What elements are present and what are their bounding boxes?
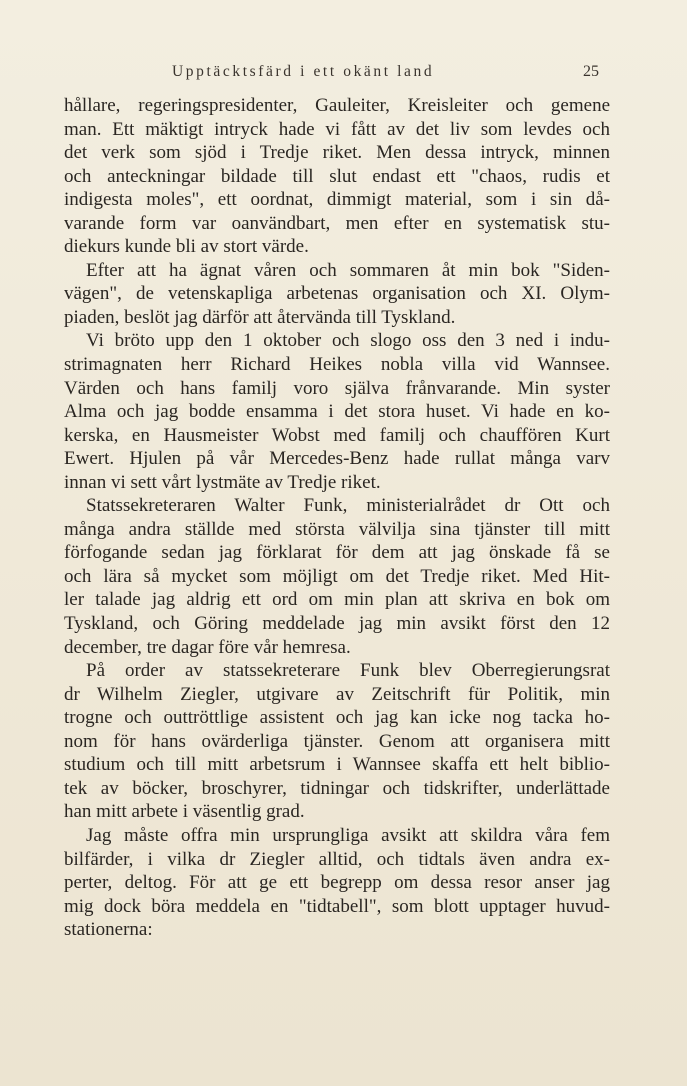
text-line: På order av statssekreterare Funk blev Oberregierungsrat	[86, 660, 610, 682]
text-line: kerska, en Hausmeister Wobst med familj och chauffören Kurt	[64, 424, 610, 446]
text-line: och anteckningar bildade till slut endast ett "chaos, rudis et	[64, 165, 610, 187]
body-text	[64, 94, 610, 942]
text-line: det verk som sjöd i Tredje riket. Men dessa intryck, minnen	[64, 142, 610, 164]
text-line: nom för hans ovärderliga tjänster. Genom att organisera mitt	[64, 730, 610, 752]
text-line: tek av böcker, broschyrer, tidningar och tidskrifter, underlättade	[64, 777, 610, 799]
text-line: mig dock böra meddela en "tidtabell", som blott upptager huvud-	[64, 895, 610, 917]
text-line: och lära så mycket som möjligt om det Tredje riket. Med Hit-	[64, 565, 610, 587]
text-line: strimagnaten herr Richard Heikes nobla villa vid Wannsee.	[64, 354, 610, 376]
text-line: Vi bröto upp den 1 oktober och slogo oss den 3 ned i indu-	[86, 330, 610, 352]
page-number: 25	[583, 63, 599, 80]
text-line: varande form var oanvändbart, men efter en systematisk stu-	[64, 212, 610, 234]
text-line: studium och till mitt arbetsrum i Wannsee skaffa ett helt biblio-	[64, 754, 610, 776]
text-line: Efter att ha ägnat våren och sommaren åt min bok "Siden-	[86, 259, 610, 281]
text-line: indigesta moles", ett oordnat, dimmigt material, som i sin då-	[64, 189, 610, 211]
text-line: innan vi sett vårt lystmäte av Tredje riket.	[64, 471, 381, 493]
text-line: stationerna:	[64, 919, 153, 941]
text-line: Tyskland, och Göring meddelade jag min avsikt först den 12	[64, 613, 610, 635]
running-title: Upptäcktsfärd i ett okänt land	[172, 63, 435, 80]
text-line: Statssekreteraren Walter Funk, ministerialrådet dr Ott och	[86, 495, 610, 517]
text-line: Jag måste offra min ursprungliga avsikt att skildra våra fem	[86, 824, 610, 846]
text-line: många andra ställde med största välvilja sina tjänster till mitt	[64, 518, 610, 540]
text-line: han mitt arbete i väsentlig grad.	[64, 801, 305, 823]
text-line: förfogande sedan jag förklarat för dem att jag önskade få se	[64, 542, 610, 564]
text-line: vägen", de vetenskapliga arbetenas organisation och XI. Olym-	[64, 283, 610, 305]
text-line: Alma och jag bodde ensamma i det stora huset. Vi hade en ko-	[64, 401, 610, 423]
text-line: dr Wilhelm Ziegler, utgivare av Zeitschrift für Politik, min	[64, 683, 610, 705]
text-line: ler talade jag aldrig ett ord om min plan att skriva en bok om	[64, 589, 610, 611]
text-line: Värden och hans familj voro själva frånvarande. Min syster	[64, 377, 610, 399]
text-line: perter, deltog. För att ge ett begrepp om dessa resor anser jag	[64, 872, 610, 894]
text-line: Ewert. Hjulen på vår Mercedes-Benz hade rullat många varv	[64, 448, 610, 470]
text-line: december, tre dagar före vår hemresa.	[64, 636, 351, 658]
text-line: trogne och outtröttlige assistent och jag kan icke nog tacka ho-	[64, 707, 610, 729]
text-line: piaden, beslöt jag därför att återvända till Tyskland.	[64, 306, 456, 328]
text-line: diekurs kunde bli av stort värde.	[64, 236, 309, 258]
text-line: hållare, regeringspresidenter, Gauleiter, Kreisleiter och gemene	[64, 95, 610, 116]
text-line: man. Ett mäktigt intryck hade vi fått av det liv som levdes och	[64, 118, 610, 140]
text-line: bilfärder, i vilka dr Ziegler alltid, och tidtals även andra ex-	[64, 848, 610, 870]
